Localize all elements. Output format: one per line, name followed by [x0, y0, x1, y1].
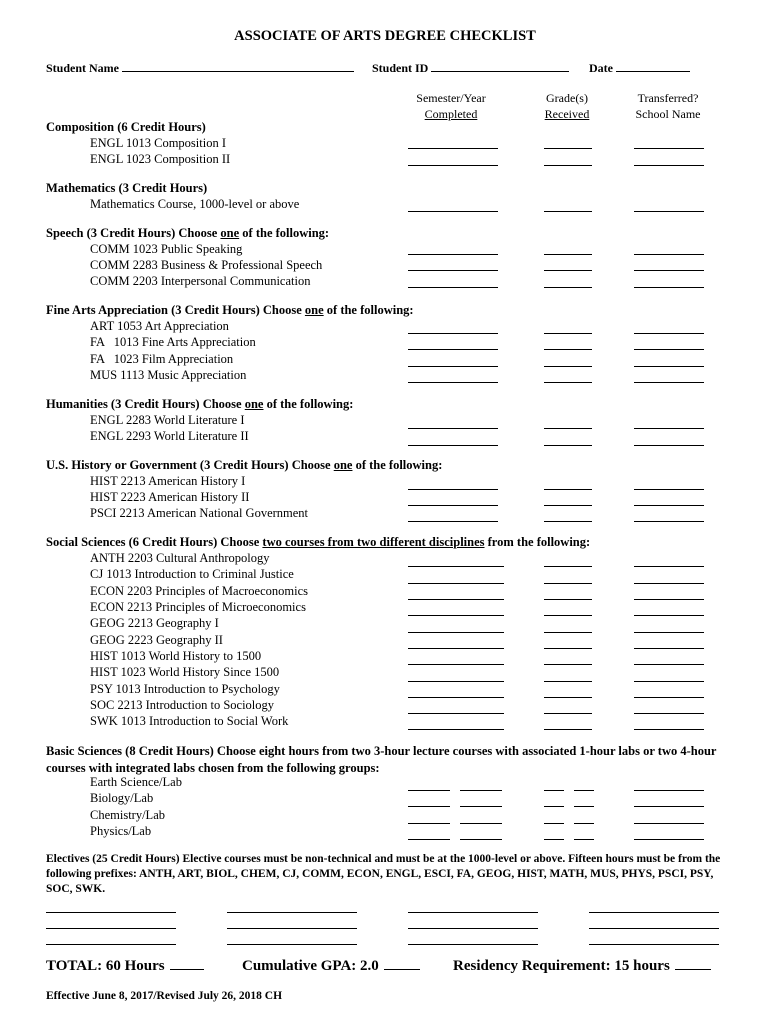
course-engl-1013: ENGL 1013 Composition I: [90, 136, 226, 150]
elective-blank[interactable]: [408, 944, 538, 945]
column-semester-year: Semester/Year Completed: [416, 91, 486, 121]
semester-year-blank[interactable]: [460, 806, 502, 807]
grade-blank[interactable]: [544, 445, 592, 446]
semester-year-blank[interactable]: [408, 632, 504, 633]
semester-year-blank[interactable]: [408, 445, 498, 446]
transferred-blank[interactable]: [634, 366, 704, 367]
transferred-blank[interactable]: [634, 681, 704, 682]
semester-year-blank[interactable]: [408, 211, 498, 212]
transferred-blank[interactable]: [634, 489, 704, 490]
course-geog-2223: GEOG 2223 Geography II: [90, 633, 223, 647]
student-id-blank[interactable]: [431, 60, 569, 72]
grade-blank[interactable]: [544, 521, 592, 522]
course-soc-2213: SOC 2213 Introduction to Sociology: [90, 698, 275, 712]
semester-year-blank[interactable]: [408, 615, 504, 616]
semester-year-blank[interactable]: [408, 165, 498, 166]
grade-blank[interactable]: [544, 729, 592, 730]
date-blank[interactable]: [616, 60, 690, 72]
semester-year-blank[interactable]: [408, 382, 498, 383]
course-mus-1113: MUS 1113 Music Appreciation: [90, 368, 247, 382]
grade-blank[interactable]: [544, 165, 592, 166]
course-comm-2203: COMM 2203 Interpersonal Communication: [90, 274, 311, 288]
grade-blank[interactable]: [544, 632, 592, 633]
course-econ-2203: ECON 2203 Principles of Macroeconomics: [90, 584, 309, 598]
elective-blank[interactable]: [408, 912, 538, 913]
grade-blank[interactable]: [544, 713, 592, 714]
student-name-field[interactable]: [46, 60, 354, 76]
transferred-blank[interactable]: [634, 333, 704, 334]
semester-year-blank[interactable]: [408, 270, 498, 271]
revision-footer: Effective June 8, 2017/Revised July 26, 2018 CH: [46, 990, 283, 1002]
semester-year-blank[interactable]: [408, 790, 450, 791]
course-mathematics: Mathematics Course, 1000-level or above: [90, 197, 300, 211]
grade-blank[interactable]: [574, 806, 594, 807]
elective-blank[interactable]: [46, 944, 176, 945]
course-physics-lab: Physics/Lab: [90, 824, 152, 838]
transferred-blank[interactable]: [634, 713, 704, 714]
grade-blank[interactable]: [544, 333, 592, 334]
transferred-blank[interactable]: [634, 445, 704, 446]
transferred-blank[interactable]: [634, 211, 704, 212]
course-earth-science-lab: Earth Science/Lab: [90, 775, 182, 789]
course-cj-1013: CJ 1013 Introduction to Criminal Justice: [90, 567, 294, 581]
transferred-blank[interactable]: [634, 566, 704, 567]
cumulative-gpa-blank[interactable]: [384, 958, 420, 970]
total-hours[interactable]: TOTAL: 60 Hours: [46, 958, 204, 975]
grade-blank[interactable]: [544, 583, 592, 584]
transferred-blank[interactable]: [634, 270, 704, 271]
semester-year-blank[interactable]: [408, 729, 504, 730]
semester-year-blank[interactable]: [408, 681, 504, 682]
grade-blank[interactable]: [544, 505, 592, 506]
semester-year-blank[interactable]: [408, 505, 498, 506]
semester-year-blank[interactable]: [408, 521, 498, 522]
grade-blank[interactable]: [544, 254, 592, 255]
semester-year-blank[interactable]: [408, 287, 498, 288]
grade-blank[interactable]: [544, 664, 592, 665]
semester-year-blank[interactable]: [460, 839, 502, 840]
transferred-blank[interactable]: [634, 664, 704, 665]
grade-blank[interactable]: [544, 366, 592, 367]
course-anth-2203: ANTH 2203 Cultural Anthropology: [90, 551, 270, 565]
student-id-label: Student ID: [372, 61, 429, 75]
course-comm-1023: COMM 1023 Public Speaking: [90, 242, 243, 256]
course-swk-1013: SWK 1013 Introduction to Social Work: [90, 714, 289, 728]
course-fa-1023: FA 1023 Film Appreciation: [90, 352, 234, 366]
course-econ-2213: ECON 2213 Principles of Microeconomics: [90, 600, 306, 614]
semester-year-blank[interactable]: [408, 349, 498, 350]
section-speech-title: Speech (3 Credit Hours) Choose one of the following:: [46, 226, 330, 240]
residency-requirement[interactable]: Residency Requirement: 15 hours: [453, 958, 711, 975]
grade-blank[interactable]: [544, 489, 592, 490]
semester-year-blank[interactable]: [408, 697, 504, 698]
grade-blank[interactable]: [544, 566, 592, 567]
grade-blank[interactable]: [574, 839, 594, 840]
grade-blank[interactable]: [544, 615, 592, 616]
transferred-blank[interactable]: [634, 349, 704, 350]
section-humanities-title: Humanities (3 Credit Hours) Choose one of the following:: [46, 397, 354, 411]
student-name-label: Student Name: [46, 61, 120, 75]
transferred-blank[interactable]: [634, 382, 704, 383]
page-title: ASSOCIATE OF ARTS DEGREE CHECKLIST: [234, 28, 536, 44]
total-hours-blank[interactable]: [170, 958, 204, 970]
student-id-field[interactable]: [372, 60, 569, 76]
elective-blank[interactable]: [408, 928, 538, 929]
elective-blank[interactable]: [46, 928, 176, 929]
semester-year-blank[interactable]: [408, 254, 498, 255]
section-basic-sciences-title: Basic Sciences (8 Credit Hours) Choose eight hours from two 3-hour lecture courses with associated 1-hour labs or two 4-hour courses with integrated labs chosen from the following groups:: [46, 744, 717, 775]
transferred-blank[interactable]: [634, 839, 704, 840]
transferred-blank[interactable]: [634, 823, 704, 824]
course-hist-2213: HIST 2213 American History I: [90, 474, 246, 488]
grade-blank[interactable]: [544, 287, 592, 288]
student-name-blank[interactable]: [122, 60, 354, 72]
grade-blank[interactable]: [574, 823, 594, 824]
section-fine-arts-title: Fine Arts Appreciation (3 Credit Hours) Choose one of the following:: [46, 303, 414, 317]
transferred-blank[interactable]: [634, 583, 704, 584]
course-art-1053: ART 1053 Art Appreciation: [90, 319, 229, 333]
course-geog-2213: GEOG 2213 Geography I: [90, 616, 219, 630]
course-engl-2293: ENGL 2293 World Literature II: [90, 429, 249, 443]
grade-blank[interactable]: [544, 806, 564, 807]
grade-blank[interactable]: [544, 839, 564, 840]
course-engl-2283: ENGL 2283 World Literature I: [90, 413, 245, 427]
grade-blank[interactable]: [574, 790, 594, 791]
grade-blank[interactable]: [544, 211, 592, 212]
course-hist-1013: HIST 1013 World History to 1500: [90, 649, 262, 663]
course-hist-2223: HIST 2223 American History II: [90, 490, 250, 504]
grade-blank[interactable]: [544, 382, 592, 383]
transferred-blank[interactable]: [634, 697, 704, 698]
semester-year-blank[interactable]: [408, 566, 504, 567]
semester-year-blank[interactable]: [408, 148, 498, 149]
transferred-blank[interactable]: [634, 521, 704, 522]
grade-blank[interactable]: [544, 648, 592, 649]
residency-blank[interactable]: [675, 958, 711, 970]
transferred-blank[interactable]: [634, 648, 704, 649]
transferred-blank[interactable]: [634, 806, 704, 807]
section-history-title: U.S. History or Government (3 Credit Hours) Choose one of the following:: [46, 458, 443, 472]
semester-year-blank[interactable]: [408, 823, 450, 824]
semester-year-blank[interactable]: [408, 713, 504, 714]
semester-year-blank[interactable]: [408, 489, 498, 490]
elective-blank[interactable]: [227, 944, 357, 945]
grade-blank[interactable]: [544, 270, 592, 271]
grade-blank[interactable]: [544, 823, 564, 824]
grade-blank[interactable]: [544, 349, 592, 350]
section-social-sciences-title: Social Sciences (6 Credit Hours) Choose two courses from two different disciplines from the following:: [46, 535, 591, 549]
transferred-blank[interactable]: [634, 790, 704, 791]
elective-blank[interactable]: [589, 928, 719, 929]
transferred-blank[interactable]: [634, 148, 704, 149]
semester-year-blank[interactable]: [408, 664, 504, 665]
course-engl-1023: ENGL 1023 Composition II: [90, 152, 231, 166]
course-psci-2213: PSCI 2213 American National Government: [90, 506, 309, 520]
section-electives-text: Electives (25 Credit Hours) Elective courses must be non-technical and must be at the 1000-level or above. Fifteen hours must be from the following prefixes: ANTH, ART, BIOL, CHEM, CJ, COMM, ECON, ENGL, ESCI, FA, GEOG, HIST, MATH, MUS, PHYS, PSCI, PSY, SOC, SWK.: [46, 853, 721, 895]
section-composition-title: Composition (6 Credit Hours): [46, 120, 206, 134]
elective-blank[interactable]: [46, 912, 176, 913]
elective-blank[interactable]: [589, 912, 719, 913]
course-chemistry-lab: Chemistry/Lab: [90, 808, 165, 822]
grade-blank[interactable]: [544, 681, 592, 682]
course-hist-1023: HIST 1023 World History Since 1500: [90, 665, 280, 679]
date-label: Date: [589, 61, 613, 75]
grade-blank[interactable]: [544, 697, 592, 698]
course-fa-1013: FA 1013 Fine Arts Appreciation: [90, 335, 256, 349]
date-field[interactable]: [589, 60, 690, 76]
course-psy-1013: PSY 1013 Introduction to Psychology: [90, 682, 280, 696]
transferred-blank[interactable]: [634, 287, 704, 288]
semester-year-blank[interactable]: [408, 806, 450, 807]
transferred-blank[interactable]: [634, 729, 704, 730]
elective-blank[interactable]: [227, 928, 357, 929]
transferred-blank[interactable]: [634, 632, 704, 633]
course-biology-lab: Biology/Lab: [90, 791, 154, 805]
semester-year-blank[interactable]: [408, 583, 504, 584]
section-mathematics-title: Mathematics (3 Credit Hours): [46, 181, 208, 195]
column-grades: Grade(s) Received: [544, 91, 590, 121]
transferred-blank[interactable]: [634, 165, 704, 166]
elective-blank[interactable]: [589, 944, 719, 945]
transferred-blank[interactable]: [634, 615, 704, 616]
semester-year-blank[interactable]: [408, 648, 504, 649]
semester-year-blank[interactable]: [408, 366, 498, 367]
column-transferred: Transferred? School Name: [635, 91, 701, 121]
grade-blank[interactable]: [544, 428, 592, 429]
cumulative-gpa[interactable]: Cumulative GPA: 2.0: [242, 958, 420, 975]
semester-year-blank[interactable]: [408, 839, 450, 840]
elective-blank[interactable]: [227, 912, 357, 913]
transferred-blank[interactable]: [634, 599, 704, 600]
semester-year-blank[interactable]: [460, 790, 502, 791]
transferred-blank[interactable]: [634, 505, 704, 506]
course-comm-2283: COMM 2283 Business & Professional Speech: [90, 258, 323, 272]
grade-blank[interactable]: [544, 148, 592, 149]
transferred-blank[interactable]: [634, 254, 704, 255]
semester-year-blank[interactable]: [408, 428, 498, 429]
grade-blank[interactable]: [544, 790, 564, 791]
grade-blank[interactable]: [544, 599, 592, 600]
semester-year-blank[interactable]: [460, 823, 502, 824]
semester-year-blank[interactable]: [408, 599, 504, 600]
semester-year-blank[interactable]: [408, 333, 498, 334]
transferred-blank[interactable]: [634, 428, 704, 429]
